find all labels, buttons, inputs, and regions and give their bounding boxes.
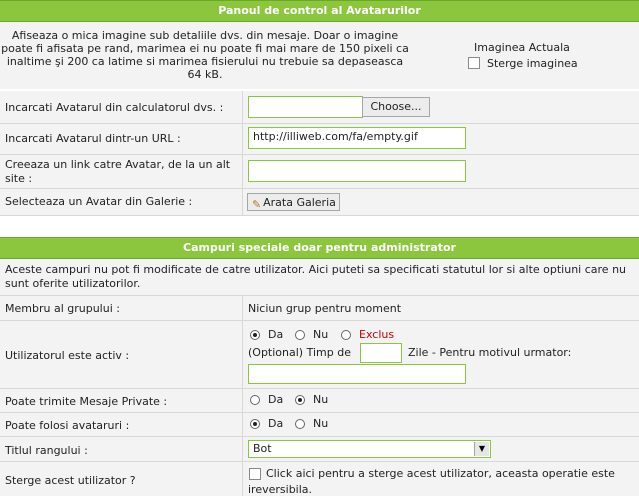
active-yes-label: Da xyxy=(268,328,284,341)
avatars-row xyxy=(0,413,639,437)
group-label: Membru al grupului : xyxy=(5,302,120,315)
delete-image-label: Sterge imaginea xyxy=(487,57,578,70)
avatars-yes-radio[interactable] xyxy=(250,419,260,429)
admin-column-divider xyxy=(242,296,243,496)
link-label: Creeaza un link catre Avatar, de la un alt site : xyxy=(5,158,231,185)
admin-description-row xyxy=(0,259,639,296)
delete-image-checkbox[interactable] xyxy=(468,57,480,69)
admin-panel-header xyxy=(0,237,639,259)
group-row xyxy=(0,296,639,321)
pm-yes-radio[interactable] xyxy=(250,395,260,405)
rank-row xyxy=(0,437,639,462)
current-image-label: Imaginea Actuala xyxy=(474,41,570,54)
url-row xyxy=(0,124,639,155)
rank-select-value: Bot xyxy=(253,442,272,455)
admin-panel-title: Campuri speciale doar pentru administrator xyxy=(183,241,456,254)
pm-row xyxy=(0,389,639,413)
avatar-panel-title: Panoul de control al Avatarurilor xyxy=(218,4,421,17)
active-no-label: Nu xyxy=(313,328,329,341)
avatar-panel-header xyxy=(0,0,639,22)
avatars-yes-label: Da xyxy=(268,417,284,430)
avatar-link-input[interactable] xyxy=(248,160,466,182)
ban-reason-input[interactable] xyxy=(248,364,466,384)
link-row xyxy=(0,155,639,189)
active-no-radio[interactable] xyxy=(295,330,305,340)
avatar-description-row xyxy=(0,22,639,89)
active-label: Utilizatorul este activ : xyxy=(5,349,130,362)
rank-label: Titlul rangului : xyxy=(5,444,88,457)
gallery-row xyxy=(0,189,639,216)
admin-description: Aceste campuri nu pot fi modificate de catre utilizator. Aici puteti sa specificati statutul lor si alte optiuni care nu sunt oferite utilizatorilor. xyxy=(5,263,627,290)
pm-label: Poate trimite Mesaje Private : xyxy=(5,395,168,408)
gallery-label: Selecteaza un Avatar din Galerie : xyxy=(5,195,193,208)
active-excluded-label: Exclus xyxy=(359,328,395,341)
days-reason-label: Zile - Pentru motivul urmator: xyxy=(408,346,572,359)
upload-label: Incarcati Avatarul din calculatorul dvs. : xyxy=(5,101,224,114)
active-excluded-radio[interactable] xyxy=(341,330,351,340)
delete-user-label: Sterge acest utilizator ? xyxy=(5,474,136,487)
active-row xyxy=(0,321,639,389)
avatar-column-divider xyxy=(242,91,243,215)
avatar-description: Afiseaza o mica imagine sub detaliile dvs. din mesaje. Doar o imagine poate fi afisata pe rand, marimea ei nu poate fi mai mare de 150 pixeli ca inaltime şi 200 ca latime si marimea fisierului nu trebuie sa depaseasca 64 kB. xyxy=(1,29,409,81)
file-path-field[interactable] xyxy=(248,96,363,118)
avatars-no-label: Nu xyxy=(313,417,329,430)
delete-user-row xyxy=(0,462,639,496)
delete-user-text-line2: ireversibila. xyxy=(248,483,313,496)
avatars-label: Poate folosi avataruri : xyxy=(5,419,130,432)
delete-user-text-line1: Click aici pentru a sterge acest utilizator, aceasta operatie este xyxy=(266,467,615,480)
avatars-no-radio[interactable] xyxy=(295,419,305,429)
pencil-icon: ✎ xyxy=(252,198,262,211)
show-gallery-label: Arata Galeria xyxy=(263,196,336,209)
rank-select[interactable] xyxy=(248,440,491,458)
pm-no-label: Nu xyxy=(313,393,329,406)
pm-yes-label: Da xyxy=(268,393,284,406)
delete-user-checkbox[interactable] xyxy=(249,468,261,480)
dropdown-arrow-icon[interactable]: ▼ xyxy=(474,442,489,456)
upload-row xyxy=(0,91,639,124)
choose-file-button[interactable]: Choose... xyxy=(362,97,430,117)
group-value: Niciun grup pentru moment xyxy=(248,302,402,315)
active-yes-radio[interactable] xyxy=(250,330,260,340)
optional-time-label: (Optional) Timp de xyxy=(248,346,351,359)
avatar-url-input[interactable]: http://illiweb.com/fa/empty.gif xyxy=(248,127,466,149)
ban-days-input[interactable] xyxy=(360,343,402,363)
url-label: Incarcati Avatarul dintr-un URL : xyxy=(5,132,181,145)
show-gallery-button[interactable] xyxy=(247,193,340,211)
pm-no-radio[interactable] xyxy=(295,395,305,405)
